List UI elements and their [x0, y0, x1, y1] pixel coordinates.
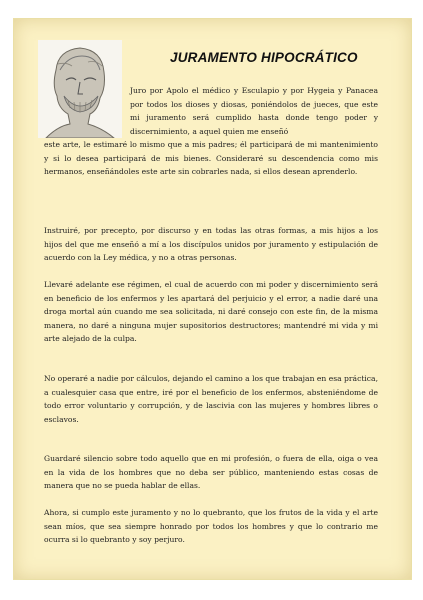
document-title: JURAMENTO HIPOCRÁTICO	[170, 50, 358, 65]
paragraph-4: No operaré a nadie por cálculos, dejando el camino a los que trabajan en esa práctica, a cualesquier casa que entre, iré por el beneficio de los enfermos, absteniéndome de todo error voluntario y corrupción, y de lascivia con las mujeres y hombres libres o esclavos.	[44, 374, 378, 424]
paragraph-6: Ahora, si cumplo este juramento y no lo quebranto, que los frutos de la vida y el arte sean míos, que sea siempre honrado por todos los hombres y que lo contrario me ocurra si lo quebranto y soy perjuro.	[44, 508, 378, 545]
paragraph-2: Instruiré, por precepto, por discurso y en todas las otras formas, a mis hijos a los hijos del que me enseñó a mí a los discípulos unidos por juramento y estipulación de acuerdo con la Ley médica, y no a otras personas.	[44, 226, 378, 263]
hippocrates-portrait-icon	[38, 40, 122, 138]
paragraph-3: Llevaré adelante ese régimen, el cual de acuerdo con mi poder y discernimiento será en beneficio de los enfermos y les apartará del perjuicio y el error, a nadie daré una droga mortal aún cuando me sea solicitada, ni daré consejo con este fin, de la misma manera, no daré a ninguna mujer supositorios destructores; mantendré mi vida y mi arte alejado de la culpa.	[44, 280, 378, 344]
paragraph-1-continuation: este arte, le estimaré lo mismo que a mis padres; él participará de mi mantenimiento y si lo desea participará de mis bienes. Consideraré su descendencia como mis hermanos, enseñándoles este arte sin cobrarles nada, si ellos desean aprenderlo.	[44, 140, 378, 177]
paragraph-1-start: Juro por Apolo el médico y Esculapio y por Hygeia y Panacea por todos los dioses y diosas, poniéndolos de jueces, que este mi juramento será cumplido hasta donde tengo poder y discernimiento, a aquel quien me enseñó	[130, 86, 378, 136]
paragraph-5: Guardaré silencio sobre todo aquello que en mi profesión, o fuera de ella, oiga o vea en la vida de los hombres que no deba ser público, manteniendo estas cosas de manera que no se pueda hablar de ellas.	[44, 454, 378, 491]
